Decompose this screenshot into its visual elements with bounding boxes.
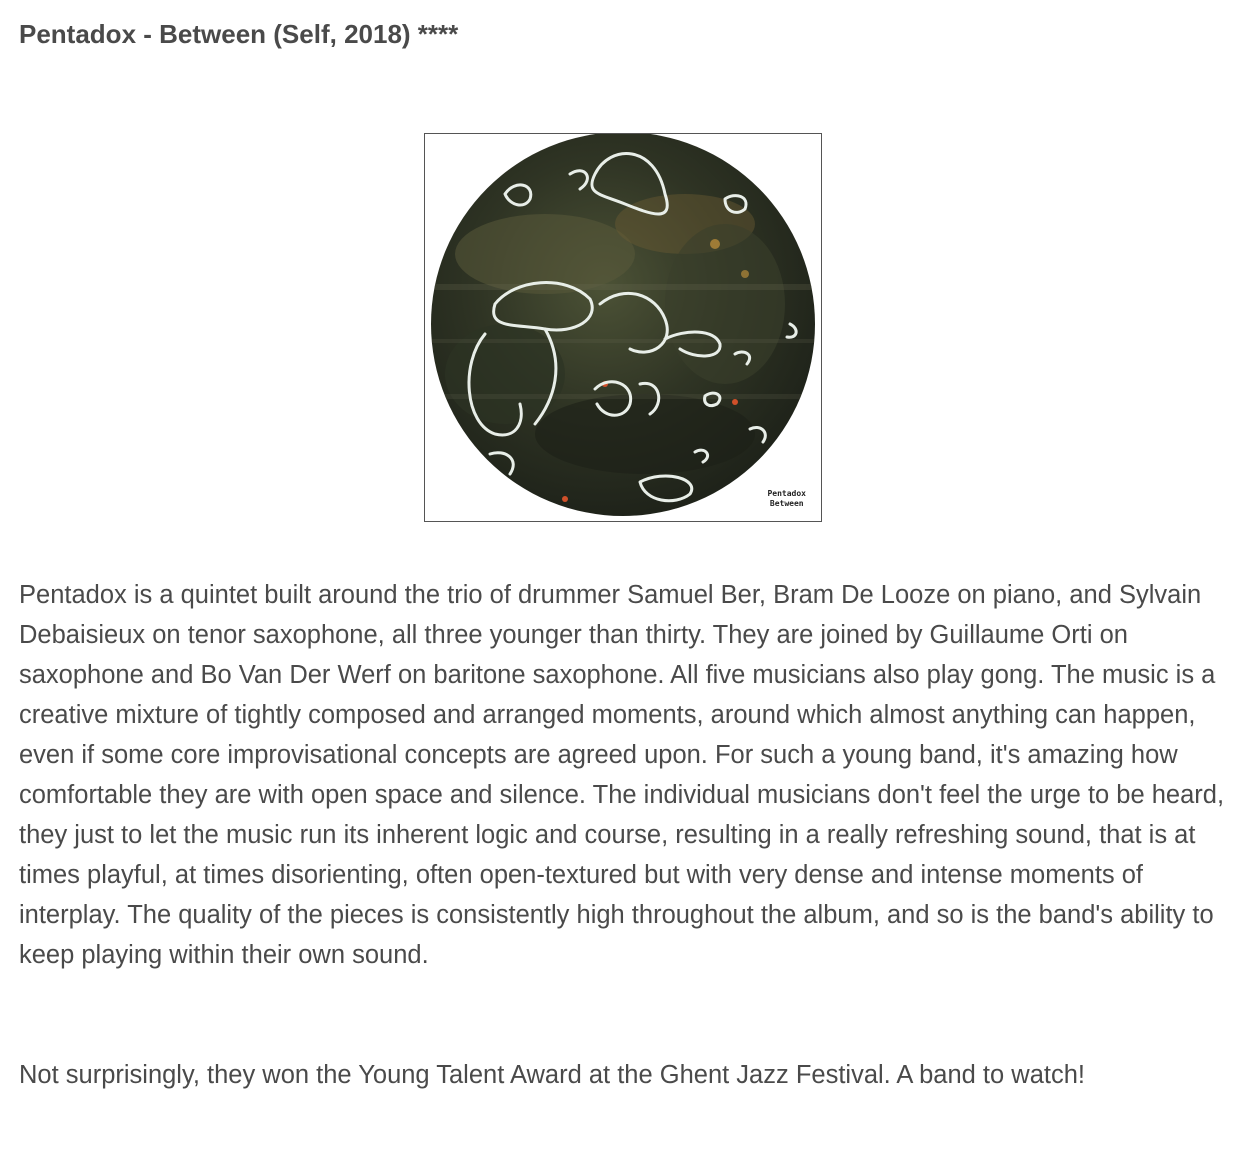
post-title[interactable]: Pentadox - Between (Self, 2018) **** — [19, 19, 459, 49]
album-cover-image[interactable] — [424, 133, 822, 522]
cover-caption-artist: Pentadox — [767, 489, 806, 498]
cover-caption — [767, 489, 806, 509]
review-closing-paragraph: Not surprisingly, they won the Young Talent Award at the Ghent Jazz Festival. A band to watch! — [19, 1061, 1085, 1089]
review-paragraph: Pentadox is a quintet built around the trio of drummer Samuel Ber, Bram De Looze on piano, and Sylvain Debaisieux on tenor saxophone, all three younger than thirty. They are joined by Guillaume Orti on saxophone and Bo Van Der Werf on baritone saxophone. All five musicians also play gong. The music is a creative mixture of tightly composed and arranged moments, around which almost anything can happen, even if some core improvisational concepts are agreed upon. For such a young band, it's amazing how comfortable they are with open space and silence. The individual musicians don't feel the urge to be heard, they just to let the music run its inherent logic and course, resulting in a really refreshing sound, that is at times playful, at times disorienting, often open-textured but with very dense and intense moments of interplay. The quality of the pieces is consistently high throughout the album, and so is the band's ability to keep playing within their own sound. — [19, 581, 1225, 969]
album-cover-art — [425, 134, 821, 521]
cover-caption-album: Between — [769, 499, 804, 508]
